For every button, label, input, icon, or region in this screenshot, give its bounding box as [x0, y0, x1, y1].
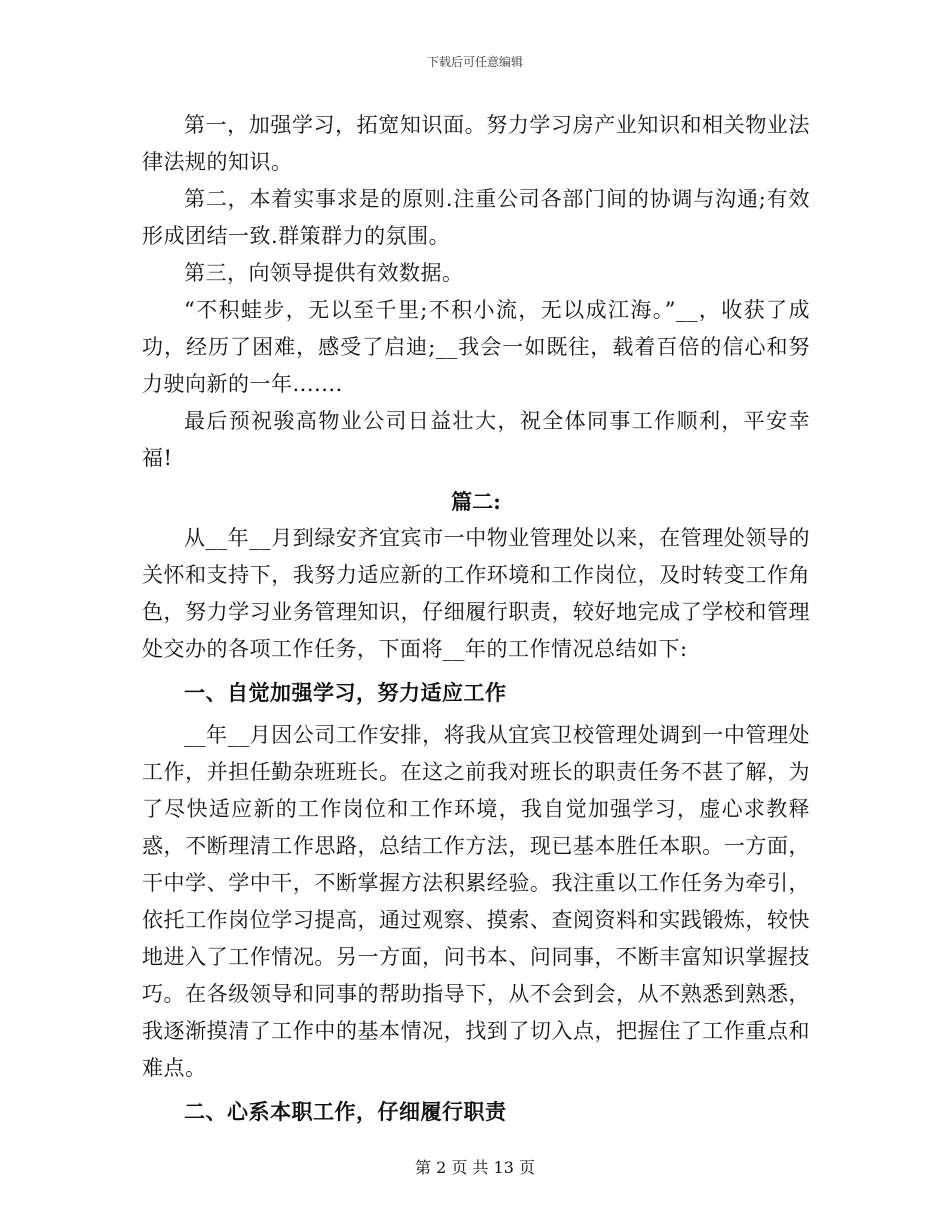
paragraph-third: 第三，向领导提供有效数据。: [184, 261, 464, 285]
heading-one: 一、自觉加强学习，努力适应工作: [184, 680, 507, 705]
section-title: 篇二:: [451, 489, 501, 514]
paragraph-heading-one-body: __年__月因公司工作安排，将我从宜宾卫校管理处调到一中管理处工作，并担任勤杂班班长。在这之前我对班长的职责任务不甚了解，为了尽快适应新的工作岗位和工作环境，我自觉加强学习，虚心求教释惑，不断理清工作思路，总结工作方法，现已基本胜任本职。一方面，干中学、学中干，不断掌握方法积累经验。我注重以工作任务为牵引，依托工作岗位学习提高，通过观察、摸索、查阅资料和实践锻炼，较快地进入了工作情况。另一方面，问书本、问同事，不断丰富知识掌握技巧。在各级领导和同事的帮助指导下，从不会到会，从不熟悉到熟悉，我逐渐摸清了工作中的基本情况，找到了切入点，把握住了工作重点和难点。: [142, 723, 810, 1080]
document-body: [142, 107, 810, 1130]
paragraph-quote: “不积蛙步，无以至千里;不积小流，无以成江海。”__，收获了成功，经历了困难，感受了启迪;__我会一如既往，载着百倍的信心和努力驶向新的一年.......: [142, 298, 810, 396]
paragraph-second: 第二，本着实事求是的原则.注重公司各部门间的协调与沟通;有效形成团结一致.群策群力的氛围。: [142, 187, 810, 248]
page-number: 第 2 页 共 13 页: [415, 1158, 535, 1177]
paragraph-closing-wish: 最后预祝骏高物业公司日益壮大，祝全体同事工作顺利，平安幸福!: [142, 409, 810, 470]
paragraph-intro: 从__年__月到绿安齐宜宾市一中物业管理处以来，在管理处领导的关怀和支持下，我努力适应新的工作环境和工作岗位，及时转变工作角色，努力学习业务管理知识，仔细履行职责，较好地完成了学校和管理处交办的各项工作任务，下面将__年的工作情况总结如下:: [142, 526, 810, 661]
heading-two: 二、心系本职工作，仔细履行职责: [184, 1099, 507, 1124]
header-note: 下载后可任意编辑: [426, 55, 523, 69]
paragraph-first: 第一，加强学习，拓宽知识面。努力学习房产业知识和相关物业法律法规的知识。: [142, 113, 810, 174]
